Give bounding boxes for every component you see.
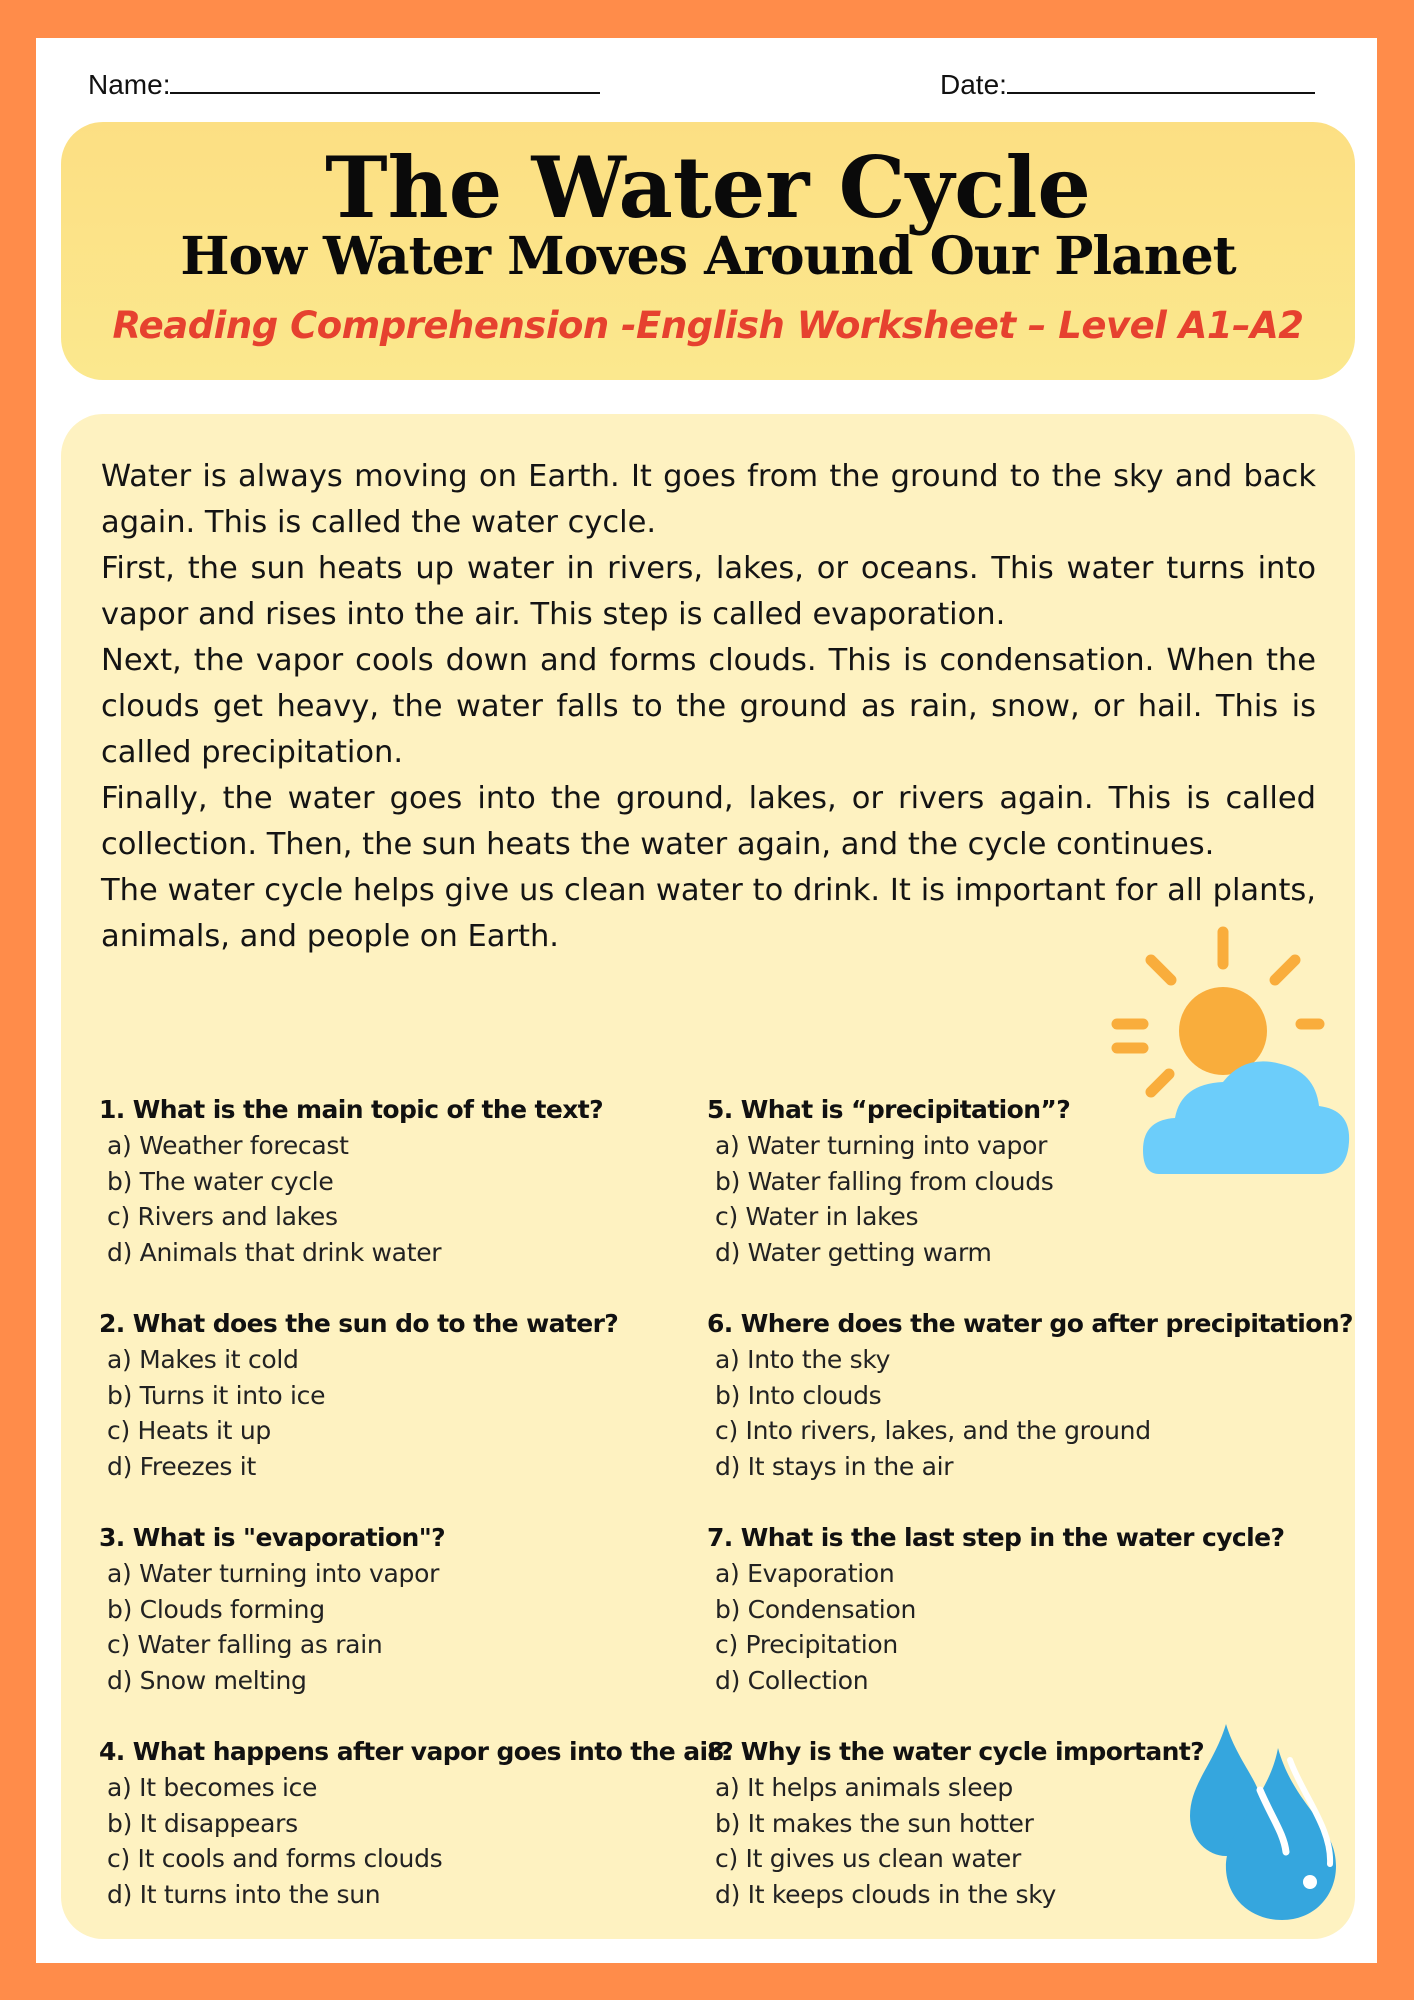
question-3 — [99, 1520, 709, 1734]
question-title: 4. What happens after vapor goes into the air? — [99, 1737, 734, 1766]
reading-paragraph: Next, the vapor cools down and forms clouds. This is condensation. When the clouds get heavy, the water falls to the ground as rain, snow, or hail. This is called precipitation. — [101, 643, 1316, 770]
reading-paragraph: Finally, the water goes into the ground, lakes, or rivers again. This is called collection. Then, the sun heats the water again, and the cycle continues. — [101, 781, 1316, 862]
date-field[interactable] — [940, 68, 1315, 101]
answer-option[interactable]: b) The water cycle — [107, 1166, 334, 1196]
answer-option[interactable]: d) Water getting warm — [715, 1238, 992, 1268]
answer-option[interactable]: c) Heats it up — [107, 1416, 271, 1446]
answer-option[interactable]: b) Into clouds — [715, 1380, 882, 1410]
question-title: 5. What is “precipitation”? — [707, 1095, 1071, 1124]
answer-option[interactable]: b) Condensation — [715, 1594, 916, 1624]
answer-option[interactable]: d) Snow melting — [107, 1666, 307, 1696]
question-title: 2. What does the sun do to the water? — [99, 1309, 619, 1338]
answer-option[interactable]: d) Animals that drink water — [107, 1238, 442, 1268]
date-label: Date: — [940, 69, 1007, 100]
answer-option[interactable]: a) Evaporation — [715, 1559, 895, 1588]
answer-option[interactable]: d) Freezes it — [107, 1452, 256, 1482]
question-title: 3. What is "evaporation"? — [99, 1523, 446, 1552]
question-title: 6. Where does the water go after precipitation? — [707, 1309, 1353, 1338]
reading-paragraph: Water is always moving on Earth. It goes from the ground to the sky and back again. This is called the water cycle. — [101, 459, 1316, 540]
question-title: 1. What is the main topic of the text? — [99, 1095, 604, 1124]
question-2 — [99, 1306, 709, 1520]
name-blank[interactable] — [170, 68, 600, 94]
worksheet-level: Reading Comprehension -English Worksheet – Level A1–A2 — [112, 304, 1304, 347]
sun-cloud-icon — [1083, 924, 1353, 1184]
reading-paragraph: First, the sun heats up water in rivers, lakes, or oceans. This water turns into vapor and rises into the air. This step is called evaporation. — [101, 551, 1316, 632]
header-banner — [61, 122, 1355, 380]
answer-option[interactable]: c) Water falling as rain — [107, 1630, 383, 1660]
answer-option[interactable]: b) Clouds forming — [107, 1594, 325, 1624]
answer-option[interactable]: b) Turns it into ice — [107, 1380, 326, 1410]
answer-option[interactable]: a) Makes it cold — [107, 1345, 299, 1374]
answer-option[interactable]: b) It makes the sun hotter — [715, 1808, 1034, 1838]
question-1 — [99, 1092, 709, 1306]
question-6 — [707, 1306, 1353, 1520]
answer-option[interactable]: c) Rivers and lakes — [107, 1202, 338, 1232]
answer-option[interactable]: a) It helps animals sleep — [715, 1773, 1013, 1802]
question-7 — [707, 1520, 1317, 1734]
question-title: 7. What is the last step in the water cycle? — [707, 1523, 1285, 1552]
answer-option[interactable]: d) It stays in the air — [715, 1452, 954, 1482]
name-field[interactable] — [88, 68, 600, 101]
answer-option[interactable]: c) It cools and forms clouds — [107, 1844, 443, 1874]
answer-option[interactable]: c) Into rivers, lakes, and the ground — [715, 1416, 1151, 1446]
answer-option[interactable]: b) Water falling from clouds — [715, 1166, 1054, 1196]
question-4 — [99, 1734, 734, 1948]
answer-option[interactable]: c) Water in lakes — [715, 1202, 919, 1232]
answer-option[interactable]: a) Into the sky — [715, 1345, 891, 1374]
worksheet-page — [36, 38, 1377, 1963]
questions-column-left — [99, 1092, 734, 1948]
answer-option[interactable]: a) Weather forecast — [107, 1131, 349, 1160]
answer-option[interactable]: c) Precipitation — [715, 1630, 898, 1660]
question-title: 8. Why is the water cycle important? — [707, 1737, 1205, 1766]
answer-option[interactable]: a) It becomes ice — [107, 1773, 318, 1802]
answer-option[interactable]: a) Water turning into vapor — [715, 1131, 1048, 1160]
water-drops-icon — [1186, 1724, 1356, 1924]
answer-option[interactable]: a) Water turning into vapor — [107, 1559, 440, 1588]
worksheet-subtitle: How Water Moves Around Our Planet — [180, 226, 1236, 287]
date-blank[interactable] — [1007, 68, 1315, 94]
reading-paragraph: The water cycle helps give us clean water to drink. It is important for all plants, animals, and people on Earth. — [101, 873, 1316, 954]
answer-option[interactable]: d) Collection — [715, 1666, 869, 1696]
answer-option[interactable]: d) It turns into the sun — [107, 1880, 381, 1910]
answer-option[interactable]: c) It gives us clean water — [715, 1844, 1021, 1874]
worksheet-title: The Water Cycle — [325, 138, 1091, 237]
answer-option[interactable]: d) It keeps clouds in the sky — [715, 1880, 1056, 1910]
reading-passage — [101, 454, 1316, 960]
name-label: Name: — [88, 69, 171, 100]
answer-option[interactable]: b) It disappears — [107, 1808, 298, 1838]
